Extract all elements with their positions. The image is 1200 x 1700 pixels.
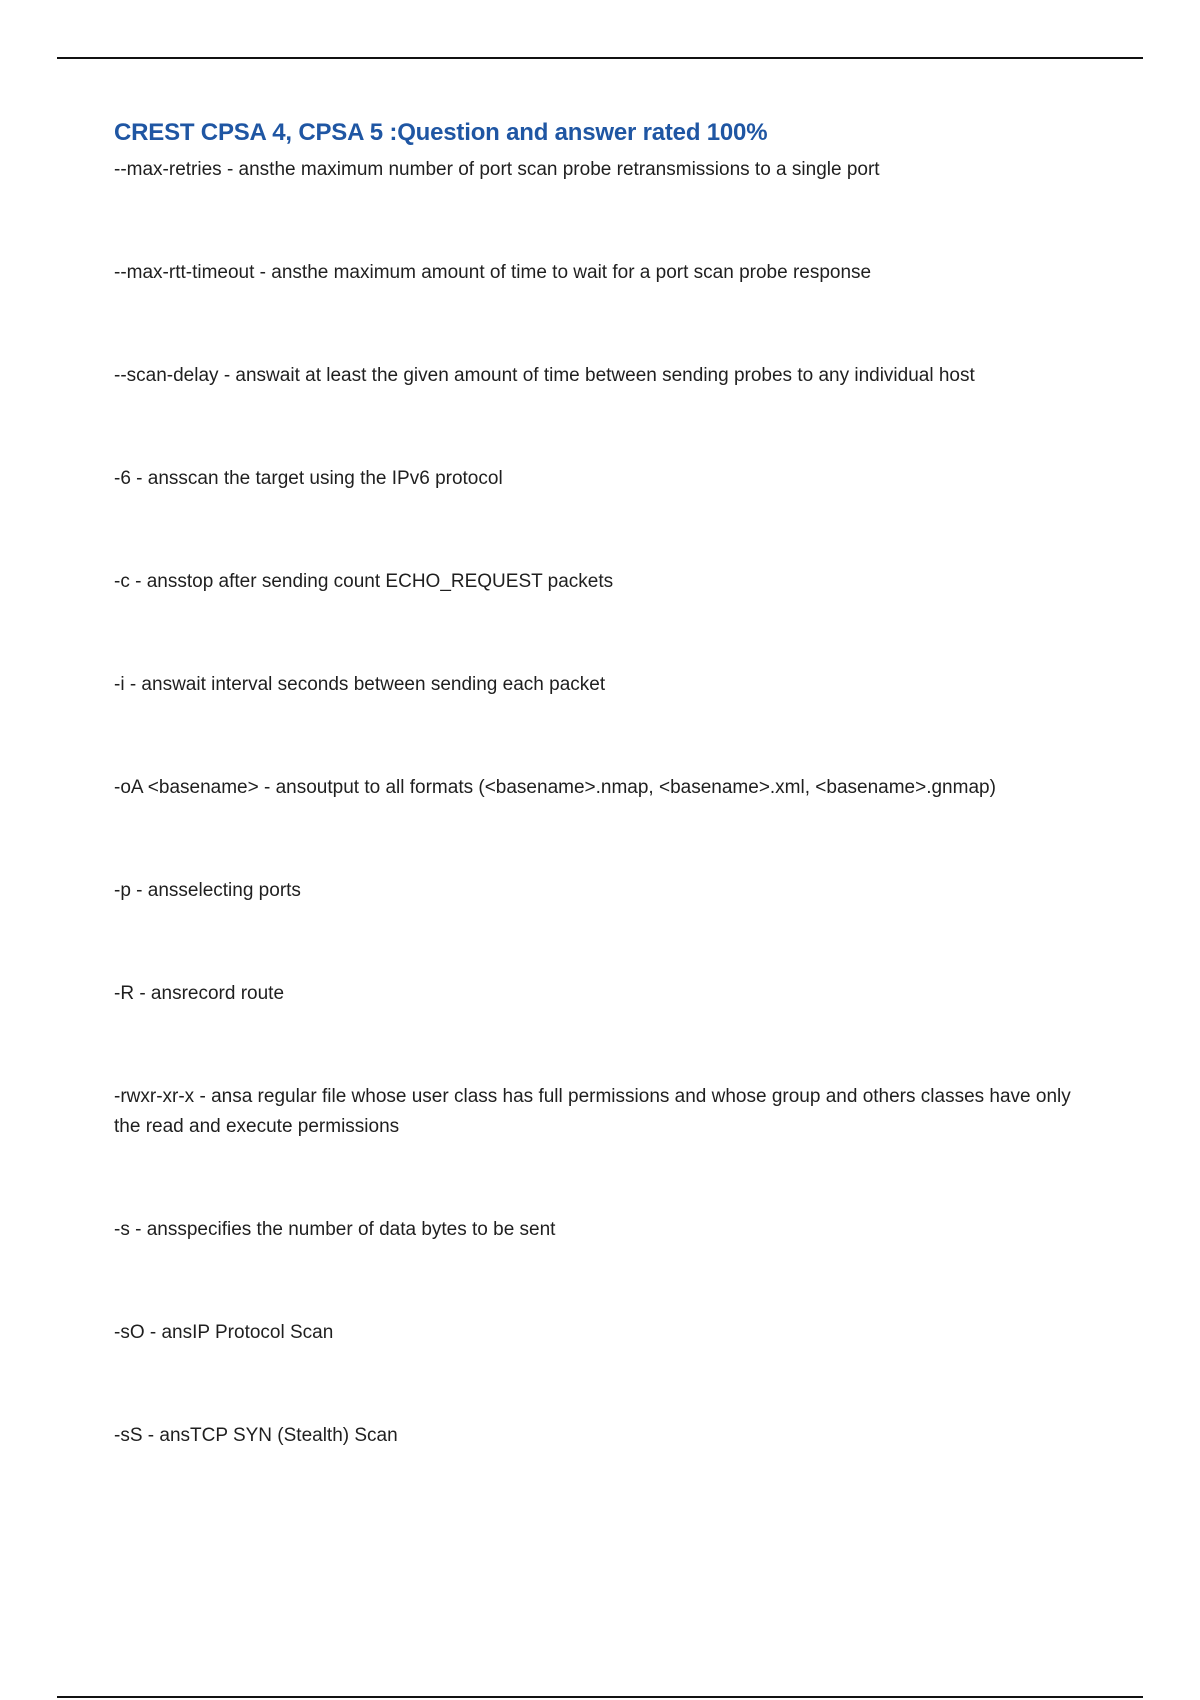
qa-entry: -6 - ansscan the target using the IPv6 protocol bbox=[114, 468, 503, 489]
footer-divider bbox=[57, 1696, 1143, 1698]
document-title: CREST CPSA 4, CPSA 5 :Question and answer rated 100% bbox=[114, 119, 768, 146]
qa-entry: --scan-delay - answait at least the given amount of time between sending probes to any individual host bbox=[114, 365, 975, 386]
qa-entry: -c - ansstop after sending count ECHO_REQUEST packets bbox=[114, 571, 614, 592]
qa-entry: -rwxr-xr-x - ansa regular file whose user class has full permissions and whose group and others classes have only the read and execute permissions bbox=[114, 1086, 1071, 1137]
qa-entry: --max-retries - ansthe maximum number of port scan probe retransmissions to a single port bbox=[114, 159, 880, 180]
qa-entry: -p - ansselecting ports bbox=[114, 880, 301, 901]
qa-entry: --max-rtt-timeout - ansthe maximum amount of time to wait for a port scan probe response bbox=[114, 262, 872, 283]
qa-list bbox=[114, 153, 1094, 1451]
qa-entry: -sO - ansIP Protocol Scan bbox=[114, 1322, 334, 1343]
header-divider bbox=[57, 57, 1143, 59]
document-body bbox=[114, 113, 1094, 1451]
qa-entry: -i - answait interval seconds between sending each packet bbox=[114, 674, 606, 695]
qa-entry: -sS - ansTCP SYN (Stealth) Scan bbox=[114, 1425, 398, 1446]
qa-entry: -oA <basename> - ansoutput to all formats (<basename>.nmap, <basename>.xml, <basename>.gnmap) bbox=[114, 777, 996, 798]
qa-entry: -R - ansrecord route bbox=[114, 983, 285, 1004]
qa-entry: -s - ansspecifies the number of data bytes to be sent bbox=[114, 1219, 556, 1240]
